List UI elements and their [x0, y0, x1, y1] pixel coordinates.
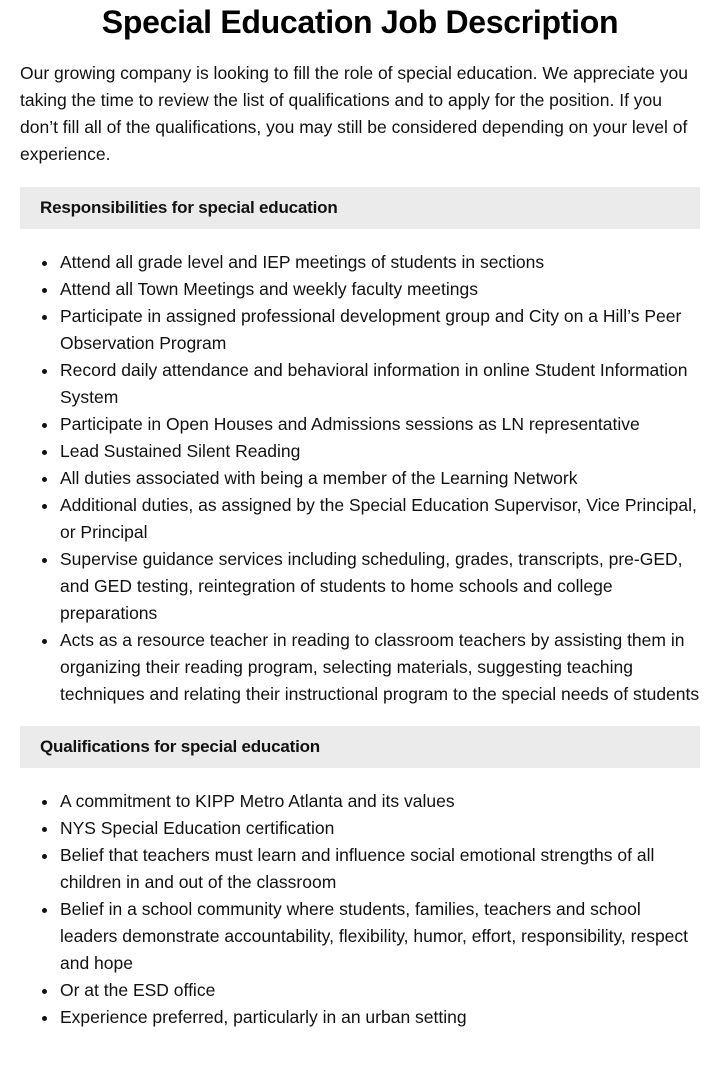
- list-item: Supervise guidance services including scheduling, grades, transcripts, pre-GED, and GED testing, reintegration of students to home schools and college preparations: [60, 546, 700, 627]
- page-title: Special Education Job Description: [101, 4, 619, 40]
- responsibilities-section-header: [20, 187, 700, 229]
- list-item: A commitment to KIPP Metro Atlanta and its values: [60, 788, 700, 815]
- qualifications-heading: Qualifications for special education: [40, 737, 320, 756]
- qualifications-list: [20, 788, 700, 1031]
- list-item: Attend all grade level and IEP meetings of students in sections: [60, 249, 700, 276]
- list-item: Belief in a school community where students, families, teachers and school leaders demonstrate accountability, flexibility, humor, effort, responsibility, respect and hope: [60, 896, 700, 977]
- list-item: Belief that teachers must learn and influence social emotional strengths of all children in and out of the classroom: [60, 842, 700, 896]
- list-item: All duties associated with being a member of the Learning Network: [60, 465, 700, 492]
- qualifications-section-header: [20, 726, 700, 768]
- responsibilities-heading: Responsibilities for special education: [40, 198, 338, 217]
- list-item: Participate in assigned professional development group and City on a Hill’s Peer Observation Program: [60, 303, 700, 357]
- list-item: Additional duties, as assigned by the Special Education Supervisor, Vice Principal, or Principal: [60, 492, 700, 546]
- list-item: Participate in Open Houses and Admissions sessions as LN representative: [60, 411, 700, 438]
- list-item: Experience preferred, particularly in an urban setting: [60, 1004, 700, 1031]
- responsibilities-list: [20, 249, 700, 708]
- list-item: Attend all Town Meetings and weekly faculty meetings: [60, 276, 700, 303]
- list-item: Lead Sustained Silent Reading: [60, 438, 700, 465]
- list-item: Or at the ESD office: [60, 977, 700, 1004]
- list-item: NYS Special Education certification: [60, 815, 700, 842]
- list-item: Record daily attendance and behavioral information in online Student Information System: [60, 357, 700, 411]
- intro-paragraph: Our growing company is looking to fill the role of special education. We appreciate you taking the time to review the list of qualifications and to apply for the position. If you don’t fill all of the qualifications, you may still be considered depending on your level of experience.: [20, 63, 688, 164]
- list-item: Acts as a resource teacher in reading to classroom teachers by assisting them in organizing their reading program, selecting materials, suggesting teaching techniques and relating their instructional program to the special needs of students: [60, 627, 700, 708]
